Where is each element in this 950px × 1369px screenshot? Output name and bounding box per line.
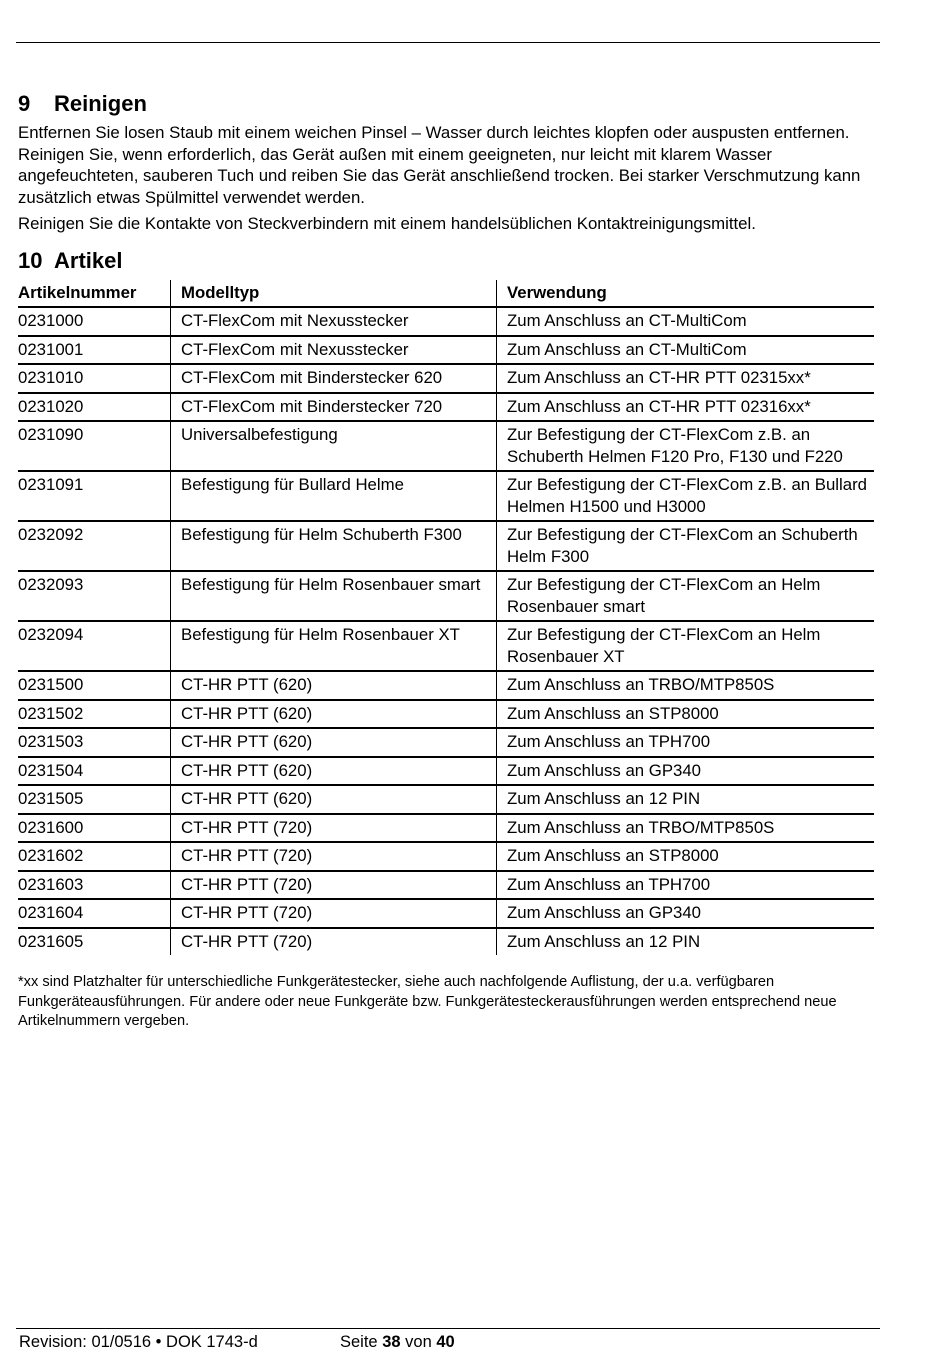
cell-verwendung: Zum Anschluss an CT-MultiCom [497,307,875,336]
table-row [18,899,874,928]
header-rule [16,42,880,43]
footnote: *xx sind Platzhalter für unterschiedliche Funkgerätestecker, siehe auch nachfolgende Auflistung, der u.a. verfügbaren Funkgeräteausführungen. Für andere oder neue Funkgeräte bzw. Funkgerätesteckerausführungen werden entsprechend neue Artikelnummern vergeben. [18,974,837,1029]
cell-artikelnummer: 0231600 [18,814,171,843]
section-heading-reinigen [18,90,874,118]
cell-modelltyp: CT-HR PTT (720) [171,899,497,928]
contacts-paragraph: Reinigen Sie die Kontakte von Steckverbindern mit einem handelsüblichen Kontaktreinigungsmittel. [18,214,756,233]
section-number: 9 [18,91,31,116]
cell-modelltyp: CT-HR PTT (620) [171,700,497,729]
cell-modelltyp: CT-HR PTT (620) [171,757,497,786]
footer-rule [16,1328,880,1329]
cell-artikelnummer: 0231010 [18,364,171,393]
section-number: 10 [18,247,43,273]
table-row [18,785,874,814]
table-row [18,700,874,729]
cell-modelltyp: Befestigung für Helm Schuberth F300 [171,521,497,571]
cell-artikelnummer: 0232094 [18,621,171,671]
page-content [18,90,874,1032]
cell-modelltyp: CT-FlexCom mit Nexusstecker [171,307,497,336]
header-verwendung: Verwendung [497,280,875,308]
cell-verwendung: Zum Anschluss an STP8000 [497,842,875,871]
table-row [18,621,874,671]
cell-artikelnummer: 0231091 [18,471,171,521]
table-row [18,364,874,393]
section-title: Artikel [54,247,123,273]
cell-modelltyp: Befestigung für Helm Rosenbauer XT [171,621,497,671]
table-row [18,842,874,871]
table-row [18,571,874,621]
cell-verwendung: Zum Anschluss an TRBO/MTP850S [497,671,875,700]
table-row [18,521,874,571]
cell-artikelnummer: 0231503 [18,728,171,757]
table-row [18,757,874,786]
table-header-row [18,280,874,308]
cell-verwendung: Zum Anschluss an 12 PIN [497,785,875,814]
table-row [18,871,874,900]
cell-verwendung: Zur Befestigung der CT-FlexCom z.B. an Bullard Helmen H1500 und H3000 [497,471,875,521]
cell-artikelnummer: 0231504 [18,757,171,786]
table-row [18,928,874,956]
section-heading-artikel [18,247,874,275]
page-current: 38 [382,1333,401,1351]
cell-modelltyp: CT-HR PTT (620) [171,671,497,700]
table-row [18,728,874,757]
cell-artikelnummer: 0231604 [18,899,171,928]
table-row [18,421,874,471]
header-artikelnummer: Artikelnummer [18,280,171,308]
cell-modelltyp: CT-HR PTT (620) [171,728,497,757]
cell-modelltyp: Universalbefestigung [171,421,497,471]
cell-artikelnummer: 0231603 [18,871,171,900]
page-indicator [340,1332,455,1352]
cell-verwendung: Zum Anschluss an TPH700 [497,728,875,757]
cell-verwendung: Zum Anschluss an TRBO/MTP850S [497,814,875,843]
cell-artikelnummer: 0231500 [18,671,171,700]
cell-modelltyp: CT-HR PTT (720) [171,871,497,900]
cell-verwendung: Zum Anschluss an CT-HR PTT 02315xx* [497,364,875,393]
cell-verwendung: Zum Anschluss an STP8000 [497,700,875,729]
cell-verwendung: Zur Befestigung der CT-FlexCom z.B. an Schuberth Helmen F120 Pro, F130 und F220 [497,421,875,471]
table-row [18,814,874,843]
cell-verwendung: Zum Anschluss an GP340 [497,757,875,786]
table-row [18,671,874,700]
cell-verwendung: Zum Anschluss an CT-HR PTT 02316xx* [497,393,875,422]
page-total: 40 [436,1333,455,1351]
cell-artikelnummer: 0231020 [18,393,171,422]
table-row [18,336,874,365]
cell-artikelnummer: 0231505 [18,785,171,814]
cell-verwendung: Zum Anschluss an TPH700 [497,871,875,900]
cell-modelltyp: CT-HR PTT (620) [171,785,497,814]
cleaning-paragraph: Entfernen Sie losen Staub mit einem weichen Pinsel – Wasser durch leichtes klopfen oder auspusten entfernen. Reinigen Sie, wenn erforderlich, das Gerät außen mit einem geeigneten, nur leicht mit klarem Wasser angefeuchteten, sauberen Tuch und reiben Sie das Gerät anschließend trocken. Bei starker Verschmutzung kann zusätzlich etwas Spülmittel verwendet werden. [18,123,861,207]
cell-verwendung: Zum Anschluss an 12 PIN [507,931,701,951]
header-modelltyp: Modelltyp [171,280,497,308]
cell-artikelnummer: 0231001 [18,336,171,365]
page-footer [19,1332,455,1352]
article-table-body [18,307,874,955]
cell-modelltyp: CT-HR PTT (720) [171,928,497,956]
cell-modelltyp: CT-FlexCom mit Binderstecker 620 [171,364,497,393]
cell-verwendung: Zur Befestigung der CT-FlexCom an Helm Rosenbauer XT [497,621,875,671]
cell-artikelnummer: 0231602 [18,842,171,871]
cell-artikelnummer: 0231000 [18,307,171,336]
cell-modelltyp: Befestigung für Helm Rosenbauer smart [171,571,497,621]
cell-modelltyp: CT-FlexCom mit Nexusstecker [171,336,497,365]
cell-modelltyp: CT-FlexCom mit Binderstecker 720 [171,393,497,422]
table-row [18,471,874,521]
cell-verwendung: Zur Befestigung der CT-FlexCom an Helm Rosenbauer smart [497,571,875,621]
cell-verwendung: Zum Anschluss an GP340 [497,899,875,928]
revision-label: Revision: 01/0516 • DOK 1743-d [19,1333,258,1351]
cell-artikelnummer: 0231605 [18,928,171,956]
cell-modelltyp: Befestigung für Bullard Helme [171,471,497,521]
cell-modelltyp: CT-HR PTT (720) [171,842,497,871]
article-table [18,280,874,956]
cell-artikelnummer: 0231502 [18,700,171,729]
section-title: Reinigen [54,91,147,116]
cell-verwendung: Zur Befestigung der CT-FlexCom an Schuberth Helm F300 [497,521,875,571]
cell-artikelnummer: 0232093 [18,571,171,621]
cell-artikelnummer: 0231090 [18,421,171,471]
cell-modelltyp: CT-HR PTT (720) [171,814,497,843]
page-of: von [405,1333,432,1351]
cell-artikelnummer: 0232092 [18,521,171,571]
cell-verwendung: Zum Anschluss an CT-MultiCom [497,336,875,365]
table-row [18,393,874,422]
page-prefix: Seite [340,1333,378,1351]
table-row [18,307,874,336]
